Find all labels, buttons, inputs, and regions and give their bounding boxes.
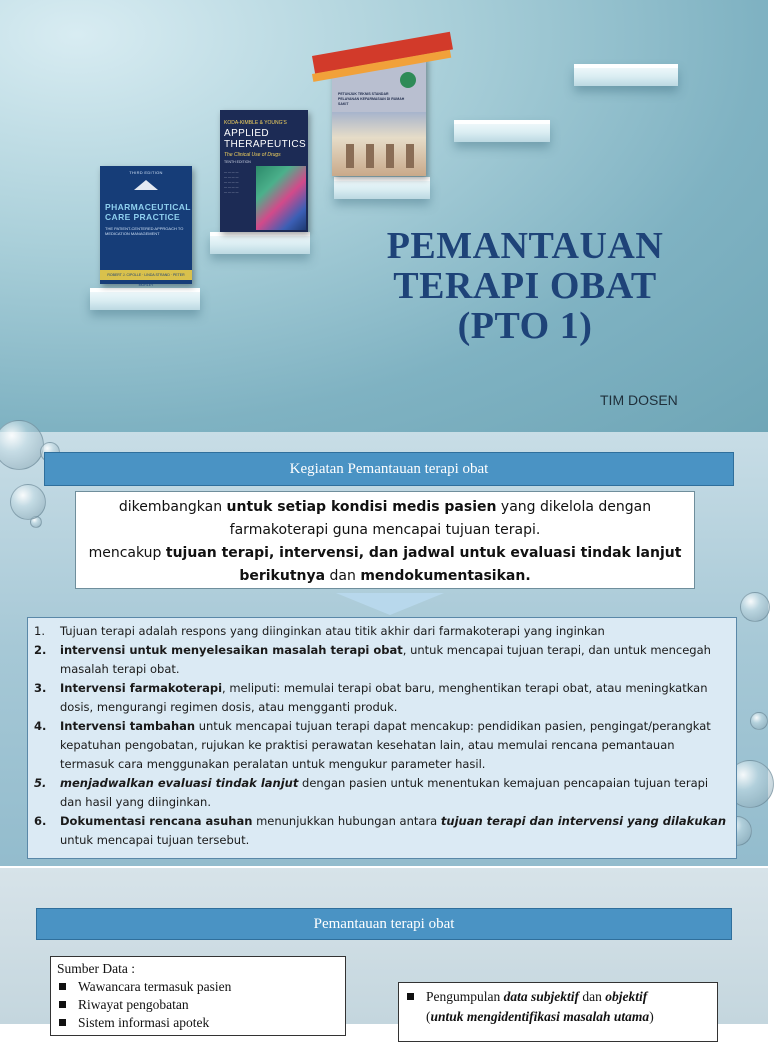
intro-text: dikembangkan bbox=[118, 499, 227, 515]
publisher-logo-icon bbox=[134, 180, 158, 190]
item-number: 5. bbox=[34, 776, 47, 790]
item-text: untuk mencapai tujuan tersebut. bbox=[60, 833, 250, 847]
list-item bbox=[57, 978, 339, 996]
bullet-icon bbox=[59, 1001, 66, 1008]
book-series: KODA-KIMBLE & YOUNG'S bbox=[224, 120, 287, 126]
shelf bbox=[210, 232, 310, 254]
book-authors: ROBERT J. CIPOLLE · LINDA STRAND · PETER MORLEY bbox=[100, 270, 192, 280]
shelf bbox=[454, 120, 550, 142]
book-title: APPLIED THERAPEUTICS bbox=[224, 128, 307, 150]
shelf bbox=[574, 64, 678, 86]
source-text: Riwayat pengobatan bbox=[78, 997, 189, 1012]
item-emphasis: intervensi untuk menyelesaikan masalah terapi obat bbox=[60, 643, 403, 657]
bullet-icon bbox=[407, 993, 414, 1000]
book-title: PETUNJUK TEKNIS STANDAR PELAYANAN KEFARMASIAN DI RUMAH SAKIT bbox=[338, 92, 405, 106]
down-arrow-icon bbox=[336, 593, 444, 615]
section-heading: Kegiatan Pemantauan terapi obat bbox=[44, 452, 734, 486]
item-emphasis: menjadwalkan evaluasi tindak lanjut bbox=[60, 776, 299, 790]
water-drop bbox=[750, 712, 768, 730]
ministry-logo-icon bbox=[400, 72, 416, 88]
item-emphasis: Intervensi tambahan bbox=[60, 719, 196, 733]
cover-artwork bbox=[256, 166, 306, 230]
collect-text: dan bbox=[579, 989, 606, 1004]
list-item bbox=[57, 996, 339, 1014]
collect-note bbox=[405, 1007, 711, 1027]
item-number: 1. bbox=[34, 624, 45, 638]
list-item bbox=[34, 812, 728, 850]
item-number: 6. bbox=[34, 814, 47, 828]
source-text: Wawancara termasuk pasien bbox=[78, 979, 232, 994]
book-editors: — — — — — — — — — — — — — — — — — — — — bbox=[224, 170, 239, 194]
section-heading: Pemantauan terapi obat bbox=[36, 908, 732, 940]
intro-emphasis: mendokumentasikan. bbox=[360, 568, 531, 584]
monitoring-slide bbox=[0, 866, 768, 1030]
intro-emphasis: untuk setiap kondisi medis pasien bbox=[226, 499, 497, 515]
item-emphasis: tujuan terapi dan intervensi yang dilakukan bbox=[440, 814, 727, 828]
bullet-icon bbox=[59, 983, 66, 990]
water-drop bbox=[0, 420, 44, 470]
title-line: (PTO 1) bbox=[457, 305, 593, 347]
title-line: TERAPI OBAT bbox=[393, 265, 657, 307]
intro-box bbox=[75, 491, 695, 589]
collect-emphasis: objektif bbox=[605, 989, 648, 1004]
book-subtitle: The Clinical Use of Drugs bbox=[224, 152, 281, 158]
water-drop bbox=[10, 484, 46, 520]
item-number: 2. bbox=[34, 643, 47, 657]
list-item bbox=[57, 1014, 339, 1032]
intro-text: yang dikelola dengan farmakoterapi guna mencapai tujuan terapi. bbox=[229, 499, 652, 538]
item-text: dengan pasien untuk menentukan kemajuan pencapaian tujuan terapi dan hasil yang diinginkan. bbox=[60, 776, 709, 809]
collect-emphasis: untuk mengidentifikasi masalah utama bbox=[430, 1009, 650, 1024]
sources-heading: Sumber Data : bbox=[57, 961, 135, 976]
book-cover-applied-therapeutics bbox=[220, 110, 308, 232]
item-emphasis: Dokumentasi rencana asuhan bbox=[60, 814, 253, 828]
list-item bbox=[34, 641, 728, 679]
data-collection-box bbox=[398, 982, 718, 1042]
bullet-icon bbox=[59, 1019, 66, 1026]
list-item bbox=[405, 987, 711, 1007]
book-subtitle: THE PATIENT-CENTERED APPROACH TO MEDICATION MANAGEMENT bbox=[105, 226, 184, 236]
list-item bbox=[34, 774, 728, 812]
book-edition: THIRD EDITION bbox=[129, 170, 163, 175]
collect-emphasis: data subjektif bbox=[503, 989, 580, 1004]
collect-text: ) bbox=[649, 1009, 654, 1024]
book-edition: TENTH EDITION bbox=[224, 160, 251, 164]
title-line: PEMANTAUAN bbox=[386, 225, 664, 267]
book-title: PHARMACEUTICAL CARE PRACTICE bbox=[105, 202, 191, 222]
intro-emphasis: tujuan terapi, intervensi, dan jadwal untuk evaluasi tindak lanjut berikutnya bbox=[165, 545, 682, 584]
presentation-title bbox=[370, 226, 680, 346]
book-cover-petunjuk-teknis bbox=[332, 56, 426, 176]
intro-text: mencakup bbox=[88, 545, 166, 561]
collect-text: Pengumpulan bbox=[426, 989, 504, 1004]
book-cover-pharmaceutical-care-practice bbox=[100, 166, 192, 287]
item-text: menunjukkan hubungan antara bbox=[252, 814, 441, 828]
activities-slide bbox=[0, 432, 768, 866]
item-number: 4. bbox=[34, 719, 47, 733]
data-sources-box bbox=[50, 956, 346, 1036]
intro-text: dan bbox=[325, 568, 361, 584]
item-text: , meliputi: memulai terapi obat baru, menghentikan terapi obat, atau meningkatkan dosis, mengurangi regimen dosis, atau mengganti produk. bbox=[60, 681, 708, 714]
list-item bbox=[34, 622, 728, 641]
collect-text: ( bbox=[426, 1009, 431, 1024]
item-number: 3. bbox=[34, 681, 47, 695]
water-drop bbox=[740, 592, 770, 622]
item-text: untuk mencapai tujuan terapi dapat mencakup: pendidikan pasien, pengingat/perangkat kepatuhan pengobatan, rujukan ke praktisi perawatan kesehatan lain, atau memulai rencana pemantauan termasuk cara menggunakan peralatan untuk mengukur parameter hasil. bbox=[60, 719, 711, 771]
presentation-author: TIM DOSEN bbox=[600, 392, 678, 408]
steps-list bbox=[27, 617, 737, 859]
building-illustration bbox=[332, 112, 426, 176]
item-emphasis: Intervensi farmakoterapi bbox=[60, 681, 223, 695]
source-text: Sistem informasi apotek bbox=[78, 1015, 210, 1030]
shelf bbox=[90, 288, 200, 310]
item-text: , untuk mencapai tujuan terapi, dan untuk mencegah masalah terapi obat. bbox=[60, 643, 711, 676]
list-item bbox=[34, 679, 728, 717]
title-slide bbox=[0, 0, 768, 432]
item-text: Tujuan terapi adalah respons yang diinginkan atau titik akhir dari farmakoterapi yang inginkan bbox=[60, 624, 605, 638]
shelf bbox=[334, 177, 430, 199]
list-item bbox=[34, 717, 728, 774]
